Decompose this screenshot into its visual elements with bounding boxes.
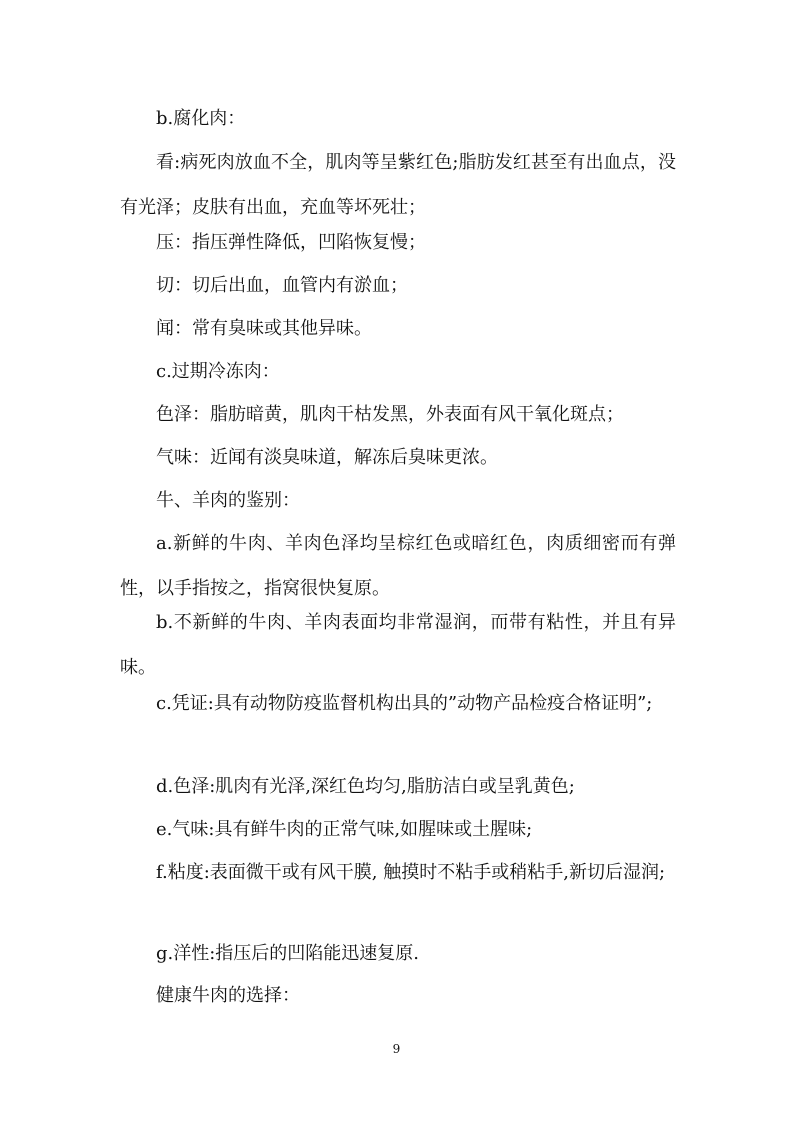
- paragraph-viscosity: f.粘度:表面微干或有风干膜, 触摸时不粘手或稍粘手,新切后湿润;: [156, 862, 666, 883]
- paragraph-smell: 闻：常有臭味或其他异味。: [156, 318, 372, 339]
- paragraph-press: 压：指压弹性降低，凹陷恢复慢；: [156, 232, 426, 253]
- paragraph-fresh-beef: a.新鲜的牛肉、羊肉色泽均呈棕红色或暗红色，肉质细密而有弹性，以手指按之，指窝很快复原。: [120, 533, 676, 599]
- paragraph-stale-beef: b.不新鲜的牛肉、羊肉表面均非常湿润，而带有粘性，并且有异味。: [120, 612, 676, 678]
- page-number: 9: [392, 1042, 401, 1056]
- paragraph-beef-color: d.色泽:肌肉有光泽,深红色均匀,脂肪洁白或呈乳黄色;: [156, 776, 575, 797]
- paragraph-color: 色泽：脂肪暗黄，肌肉干枯发黑，外表面有风干氧化斑点；: [156, 404, 624, 425]
- paragraph-heading-beef-mutton: 牛、羊肉的鉴别：: [156, 490, 300, 511]
- paragraph-cut: 切：切后出血，血管内有淤血；: [156, 275, 408, 296]
- paragraph-heading-healthy-beef: 健康牛肉的选择：: [156, 985, 300, 1006]
- paragraph-odor: 气味：近闻有淡臭味道，解冻后臭味更浓。: [156, 447, 498, 468]
- paragraph-look: 看:病死肉放血不全，肌肉等呈紫红色;脂肪发红甚至有出血点，没有光泽；皮肤有出血，充血等坏死壮；: [120, 152, 676, 218]
- paragraph-certificate: c.凭证:具有动物防疫监督机构出具的”动物产品检疫合格证明”;: [156, 693, 653, 714]
- paragraph-elasticity: g.洋性:指压后的凹陷能迅速复原.: [156, 943, 420, 964]
- paragraph-heading-spoiled-meat: b.腐化肉：: [156, 108, 246, 129]
- paragraph-heading-expired-frozen: c.过期冷冻肉：: [156, 361, 280, 382]
- paragraph-beef-odor: e.气味:具有鲜牛肉的正常气味,如腥味或土腥味;: [156, 819, 533, 840]
